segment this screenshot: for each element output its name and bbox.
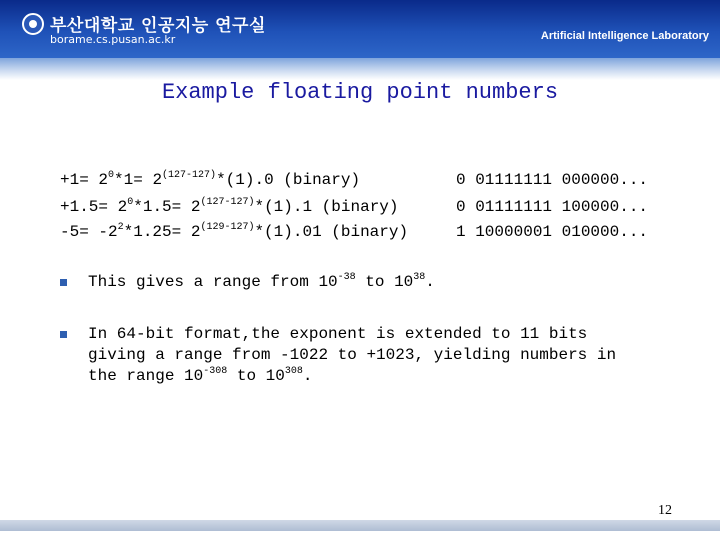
university-logo-icon: [22, 13, 44, 35]
equation-mid: *1.5= 2: [133, 198, 201, 216]
exponent: -38: [337, 272, 356, 283]
exponent: 38: [413, 272, 426, 283]
bullet-text-part: to 10: [227, 367, 285, 385]
slide-title: Example floating point numbers: [161, 80, 559, 105]
equation-rest: *(1).1 (binary): [254, 198, 399, 216]
bullet-square-icon: [60, 279, 67, 286]
equation-lhs: -5= -2: [60, 223, 118, 241]
bullet-square-icon: [60, 331, 67, 338]
exponent: 2: [117, 222, 124, 233]
header-fade: [0, 58, 720, 80]
exponent: (127-127): [162, 170, 217, 181]
equation-mid: *1.25= 2: [123, 223, 201, 241]
exponent: 308: [284, 366, 303, 377]
binary-representation: 0 01111111 000000...: [456, 171, 649, 189]
exponent: -308: [203, 366, 228, 377]
binary-representation: 0 01111111 100000...: [456, 198, 649, 216]
header-bar: [0, 0, 720, 58]
exponent: (129-127): [200, 222, 255, 233]
bullet-text-part: This gives a range from 10: [88, 273, 338, 291]
binary-representation: 1 10000001 010000...: [456, 223, 649, 241]
bullet-text-part: In 64-bit format,the exponent is extended to 11 bits giving a range from -1022 to +1023, yielding numbers in the range 10: [88, 325, 617, 385]
equation-lhs: +1= 2: [60, 171, 109, 189]
equation-rest: *(1).0 (binary): [216, 171, 361, 189]
bullet-text: [88, 272, 688, 293]
university-name: 부산대학교 인공지능 연구실: [50, 16, 266, 36]
exponent: (127-127): [200, 197, 255, 208]
equation-rest: *(1).01 (binary): [254, 223, 409, 241]
exponent: 0: [108, 170, 115, 181]
equation-mid: *1= 2: [114, 171, 163, 189]
footer-bar: [0, 520, 720, 531]
equation-lhs: +1.5= 2: [60, 198, 128, 216]
bullet-text: [88, 324, 688, 387]
equation-line: [60, 197, 399, 217]
bullet-text-part: .: [425, 273, 435, 291]
page-number: 12: [658, 503, 672, 518]
bullet-text-part: to 10: [355, 273, 414, 291]
university-url: borame.cs.pusan.ac.kr: [50, 33, 176, 46]
exponent: 0: [127, 197, 134, 208]
equation-line: [60, 222, 408, 242]
lab-name: Artificial Intelligence Laboratory: [540, 30, 709, 42]
bullet-text-part: .: [302, 367, 313, 385]
equation-line: [60, 170, 360, 190]
